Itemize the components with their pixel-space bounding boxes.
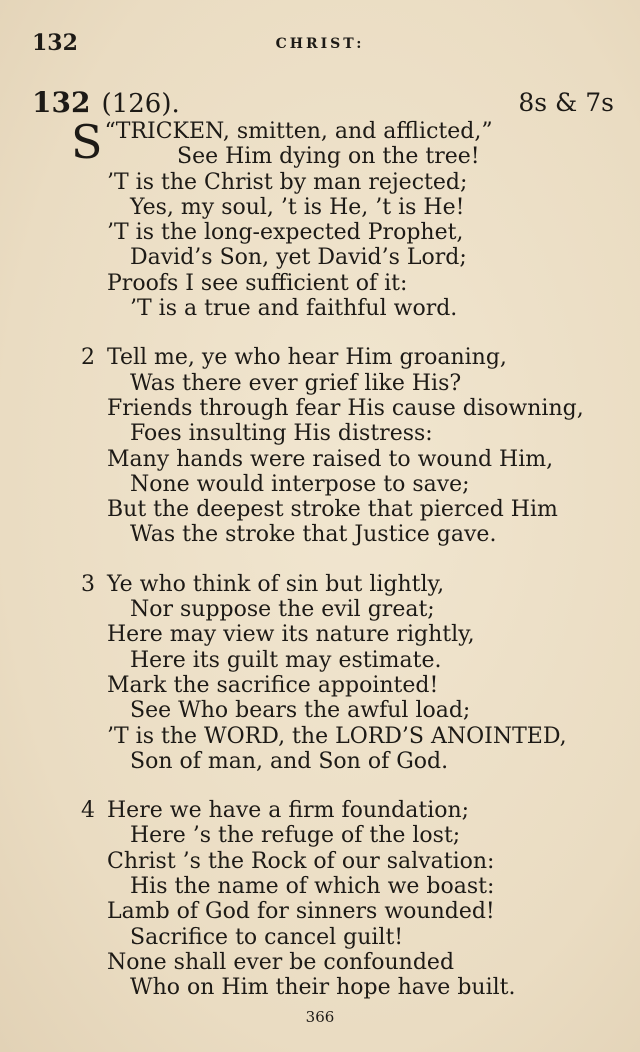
hymn-alt-number: (126). xyxy=(101,89,180,119)
open-quote: “ xyxy=(104,119,116,144)
verse-line: None would interpose to save; xyxy=(130,471,470,497)
verse-line: None shall ever be confounded xyxy=(107,949,455,975)
verse-line: Son of man, and Son of God. xyxy=(130,748,449,774)
verse-line: See Him dying on the tree! xyxy=(177,144,480,170)
verse-line: Who on Him their hope have built. xyxy=(130,975,516,1001)
verse-line: Friends through fear His cause disowning, xyxy=(107,395,584,421)
drop-cap: S xyxy=(71,115,103,169)
verse-line: See Who bears the awful load; xyxy=(130,698,471,724)
verse-line: Foes insulting His distress: xyxy=(130,421,433,447)
hymn-heading xyxy=(32,86,614,122)
hymn-text xyxy=(0,115,640,1001)
verse-line: ’T is a true and faithful word. xyxy=(130,296,458,322)
verse-line: Here may view its nature rightly, xyxy=(107,622,475,648)
verse-4 xyxy=(0,798,640,1000)
section-title: CHRIST: xyxy=(275,36,365,52)
verse-line: Lamb of God for sinners wounded! xyxy=(107,899,495,925)
verse-line: ’T is the Christ by man rejected; xyxy=(107,169,468,195)
verse-line: But the deepest stroke that pierced Him xyxy=(107,497,558,523)
verse-1 xyxy=(0,115,640,322)
verse-line: ’T is the long-expected Prophet, xyxy=(107,220,464,246)
hymn-meter: 8s & 7s xyxy=(518,88,614,117)
verse-line: Tell me, ye who hear Him groaning, xyxy=(107,345,507,371)
hymn-number: 132 xyxy=(32,86,91,119)
verse-line: Many hands were raised to wound Him, xyxy=(107,446,554,472)
first-line-rest: TRICKEN, smitten, and afflicted,” xyxy=(115,119,493,144)
verse-line: Here ’s the refuge of the lost; xyxy=(130,823,461,849)
verse-line: Ye who think of sin but lightly, xyxy=(107,571,445,597)
verse-number: 3 xyxy=(81,571,95,597)
verse-line: Here we have a firm foundation; xyxy=(107,798,470,824)
verse-3 xyxy=(0,572,640,774)
verse-line: David’s Son, yet David’s Lord; xyxy=(130,245,467,271)
verse-line: Christ ’s the Rock of our salvation: xyxy=(107,848,495,874)
verse-line: Sacrifice to cancel guilt! xyxy=(130,924,404,950)
verse-line: Nor suppose the evil great; xyxy=(130,597,435,623)
verse-2 xyxy=(0,345,640,547)
verse-line: Here its guilt may estimate. xyxy=(130,647,442,673)
running-head xyxy=(32,30,608,60)
verse-line: Mark the sacrifice appointed! xyxy=(107,672,439,698)
footer-page-number: 366 xyxy=(305,1008,335,1026)
verse-line: His the name of which we boast: xyxy=(130,874,495,900)
page-number: 132 xyxy=(32,30,78,56)
verse-number: 4 xyxy=(81,798,95,824)
verse-line: Was the stroke that Justice gave. xyxy=(130,522,497,548)
verse-line: ’T is the WORD, the LORD’S ANOINTED, xyxy=(107,723,567,749)
verse-line: Proofs I see sufficient of it: xyxy=(107,270,408,296)
verse-line: Yes, my soul, ’t is He, ’t is He! xyxy=(130,194,465,220)
verse-number: 2 xyxy=(81,345,95,371)
verse-line: Was there ever grief like His? xyxy=(130,370,462,396)
